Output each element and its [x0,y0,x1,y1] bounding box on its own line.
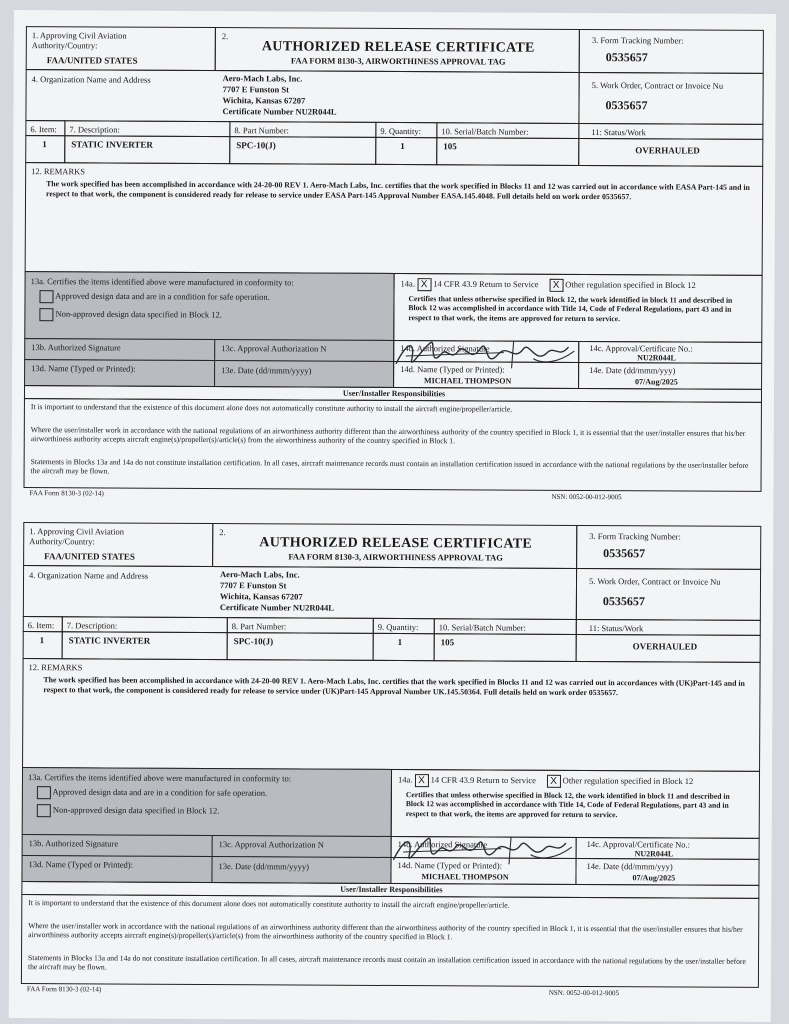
approved-design-option [37,786,267,800]
status-value: OVERHAULED [578,138,763,167]
part-number-value: SPC-10(J) [229,136,376,165]
block-4-label: 4. Organization Name and Address [29,570,149,581]
block-1 [26,26,216,71]
block-5-label: 5. Work Order, Contract or Invoice Nu [591,80,724,91]
header-item: 6. Item: [25,120,65,136]
org-line: Aero-Mach Labs, Inc. [220,569,300,580]
org-line: 7707 E Funston St [219,580,287,591]
work-order-number: 0535657 [602,594,645,609]
form-footer-left: FAA Form 8130-3 (02-14) [29,489,104,498]
other-regulation-checkbox[interactable]: X [549,279,563,292]
block-1-value: FAA/UNITED STATES [46,55,138,66]
block-2-label: 2. [221,31,229,42]
approved-design-label: Approved design data and are in a condition for safe operation. [52,786,268,798]
other-regulation-label: Other regulation specified in Block 12 [565,279,696,291]
printed-name: MICHAEL THOMPSON [424,376,512,386]
block-13a [22,767,392,837]
other-regulation-label: Other regulation specified in Block 12 [562,775,694,787]
block-13a-label: 13a. Certifies the items identified above were manufactured in conformity to: [30,276,294,288]
header-quantity: 9. Quantity: [373,618,435,634]
header-serial: 10. Serial/Batch Number: [434,618,577,635]
block-13b: 13b. Authorized Signature [22,834,213,857]
return-to-service-checkbox[interactable]: X [414,774,428,787]
item-value: 1 [25,135,65,163]
header-description: 7. Description: [64,120,230,137]
block-2 [212,523,577,569]
block-14a-label: 14a. [400,278,416,289]
header-serial: 10. Serial/Batch Number: [436,122,579,139]
return-to-service-label: 14 CFR 43.9 Return to Service [433,278,539,290]
block-12-remarks [25,162,764,276]
block-4 [25,69,579,124]
block-1-value: FAA/UNITED STATES [44,551,135,562]
remarks-text: The work specified has been accomplished in accordance with 24-20-00 REV 1. Aero-Mach Labs, Inc. certifies that the work specified in Blocks 11 and 12 was carried out in accordances with (UK)Part-145 and in respect to that work, the component is considered ready for release to service under (UK)Part-145 Approval Number UK.145.50364. Full details held on work order 0535657. [43,675,745,698]
block-1 [23,522,213,567]
block-5 [578,72,763,125]
form-subtitle: FAA FORM 8130-3, AIRWORTHINESS APPROVAL TAG [290,55,506,67]
org-line: Certificate Number NU2R044L [222,106,337,117]
block-12-remarks [22,658,761,772]
item-value: 1 [23,631,63,659]
header-status: 11: Status/Work [578,123,763,140]
remarks-label: 12. REMARKS [28,662,83,673]
nonapproved-design-option [37,804,220,818]
block-3-label: 3. Form Tracking Number: [591,35,684,46]
block-14e [575,858,759,886]
org-line: Aero-Mach Labs, Inc. [222,73,303,84]
approved-design-checkbox[interactable] [37,786,51,799]
block-2 [215,27,580,73]
block-14e-label: 14e. Date (dd/mmm/yyy) [586,861,673,872]
status-value: OVERHAULED [576,634,761,663]
header-part-number: 8. Part Number: [227,617,374,634]
block-13c: 13c. Approval Authorization N [212,835,392,858]
block-14d-label: 14d. Name (Typed or Printed): [400,364,505,375]
block-13a-label: 13a. Certifies the items identified above were manufactured in conformity to: [27,772,292,784]
block-3 [576,525,761,570]
remarks-label: 12. REMARKS [31,166,86,177]
block-14c [578,341,762,364]
header-status: 11: Status/Work [576,619,761,636]
block-3-label: 3. Form Tracking Number: [589,531,681,542]
description-value: STATIC INVERTER [62,631,228,660]
nonapproved-design-label: Non-approved design data specified in Block 12. [52,804,220,816]
return-to-service-checkbox[interactable]: X [417,278,431,291]
block-14a-options [398,774,693,789]
block-14a [393,273,762,343]
form-subtitle: FAA FORM 8130-3, AIRWORTHINESS APPROVAL TAG [288,551,503,563]
organization-address [222,73,336,118]
serial-value: 105 [434,633,577,662]
org-line: 7707 E Funston St [222,84,289,95]
form-tracking-number: 0535657 [603,546,646,561]
block-13b: 13b. Authorized Signature [24,338,215,361]
part-number-value: SPC-10(J) [227,632,374,661]
form-title: AUTHORIZED RELEASE CERTIFICATE [259,535,533,552]
signature-image [384,830,580,871]
block-14a-text: Certifies that unless otherwise specified in Block 12, the work identified in block 11 and described in Block 12 was accomplished in accordance with Title 14, Code of Federal Regulations, part 43 and in respect to that work, the items are approved for return to service. [408,294,733,324]
block-14a-text: Certifies that unless otherwise specified in Block 12, the work identified in block 11 and described in Block 12 was accomplished in accordance with Title 14, Code of Federal Regulations, part 43 and in respect to that work, the items are approved for return to service. [405,790,730,820]
form-title: AUTHORIZED RELEASE CERTIFICATE [261,39,535,56]
quantity-value: 1 [373,633,435,661]
block-1-label: 1. Approving Civil Aviation Authority/Country: [29,526,125,547]
responsibilities-paragraph-3: Statements in Blocks 13a and 14a do not constitute installation certification. In all cases, aircraft maintenance records must contain an installation certification issued in accordance with the national regulations by the user/installer before the aircraft may be flown. [27,953,746,972]
block-14a-label: 14a. [397,774,413,785]
block-5 [576,568,761,621]
approval-certificate-number: NU2R044L [637,353,676,363]
responsibilities-body [21,894,759,988]
responsibilities-paragraph-3: Statements in Blocks 13a and 14a do not constitute installation certification. In all cases, aircraft maintenance records must contain an installation certification issued in accordance with the national regulations by the user/installer before the aircraft may be flown. [30,457,749,476]
block-14e [578,362,762,390]
release-date: 07/Aug/2025 [635,377,678,387]
serial-value: 105 [436,137,579,166]
org-line: Certificate Number NU2R044L [219,602,335,613]
block-14a [391,769,760,839]
approved-design-label: Approved design data and are in a condition for safe operation. [55,290,270,302]
work-order-number: 0535657 [605,98,648,113]
header-item: 6. Item: [23,616,63,632]
description-value: STATIC INVERTER [64,135,230,164]
release-certificate-form-2 [21,522,762,1024]
responsibilities-body [23,398,761,492]
nonapproved-design-checkbox[interactable] [37,804,51,817]
block-14b: 14b. Authorized Signature [391,836,577,859]
block-13d: 13d. Name (Typed or Printed): [24,359,215,387]
block-4 [23,565,577,620]
approval-certificate-number: NU2R044L [634,849,674,859]
block-3 [579,29,764,74]
block-14b: 14b. Authorized Signature [393,340,579,363]
header-description: 7. Description: [62,616,228,633]
quantity-value: 1 [375,137,437,165]
release-date: 07/Aug/2025 [632,873,676,883]
responsibilities-paragraph-1: It is important to understand that the existence of this document alone does not automatically constitute authority to install the aircraft engine/propeller/article. [30,402,513,414]
block-4-label: 4. Organization Name and Address [31,74,151,85]
block-13e: 13e. Date (dd/mmm/yyyy) [211,856,391,884]
document-page [9,10,776,1022]
block-5-label: 5. Work Order, Contract or Invoice Nu [588,576,721,587]
header-quantity: 9. Quantity: [375,122,437,138]
responsibilities-paragraph-1: It is important to understand that the existence of this document alone does not automatically constitute authority to install the aircraft engine/propeller/article. [28,898,510,910]
signature-image [386,334,582,375]
nonapproved-design-label: Non-approved design data specified in Block 12. [55,308,222,320]
return-to-service-label: 14 CFR 43.9 Return to Service [430,774,536,786]
other-regulation-checkbox[interactable]: X [547,775,561,788]
responsibilities-paragraph-2: Where the user/installer work in accordance with the national regulations of an airworthiness authority different than the airworthiness authority of the country specified in Block 1, it is essential that the user/installer ensures that his/her airworthiness authority accepts aircraft engine(s)/propeller(s)/article(s) from the airworthiness authority of the country specified in Block 1. [28,921,743,942]
header-part-number: 8. Part Number: [229,121,376,138]
form-footer-left: FAA Form 8130-3 (02-14) [26,985,102,994]
form-tracking-number: 0535657 [605,50,648,65]
organization-address [220,569,334,614]
block-14c-label: 14c. Approval/Certificate No.: [586,839,691,850]
form-footer-right: NSN: 0052-00-012-9005 [548,988,620,998]
responsibilities-title: User/Installer Responsibilities [340,884,443,895]
form-footer-right: NSN: 0052-00-012-9005 [551,492,622,502]
block-14c [576,837,760,860]
block-14a-options [401,278,696,293]
org-line: Wichita, Kansas 67207 [219,591,303,602]
approved-design-checkbox[interactable] [39,290,53,303]
block-2-label: 2. [219,527,226,538]
forms-container [14,10,776,998]
block-14e-label: 14e. Date (dd/mmm/yyy) [589,365,676,376]
block-13c: 13c. Approval Authorization N [214,339,394,362]
responsibilities-title: User/Installer Responsibilities [342,388,446,399]
block-13a [24,271,394,341]
block-13d: 13d. Name (Typed or Printed): [21,855,212,883]
remarks-text: The work specified has been accomplished in accordance with 24-20-00 REV 1. Aero-Mach Labs, Inc. certifies that the work specified in Blocks 11 and 12 was carried out in accordance with EASA Part-145 and in respect to that work, the component is considered ready for release to service under EASA Part-145 Approval Number EASA.145.4048. Full details held on work order 0535657. [46,179,750,202]
nonapproved-design-option [39,308,222,322]
nonapproved-design-checkbox[interactable] [39,308,53,321]
responsibilities-paragraph-2: Where the user/installer work in accordance with the national regulations of an airworthiness authority different than the airworthiness authority of the country specified in Block 1, it is essential that the user/installer ensures that his/her airworthiness authority accepts aircraft engine(s)/propeller(s)/article(s) from the airworthiness authority of the country specified in Block 1. [30,425,746,446]
approved-design-option [39,290,269,304]
block-13e: 13e. Date (dd/mmm/yyyy) [214,360,394,388]
printed-name: MICHAEL THOMPSON [421,872,509,882]
org-line: Wichita, Kansas 67207 [222,95,306,106]
block-14d-label: 14d. Name (Typed or Printed): [397,860,503,871]
block-1-label: 1. Approving Civil Aviation Authority/Country: [31,30,127,51]
release-certificate-form-1 [23,26,764,528]
block-14c-label: 14c. Approval/Certificate No.: [589,343,693,354]
